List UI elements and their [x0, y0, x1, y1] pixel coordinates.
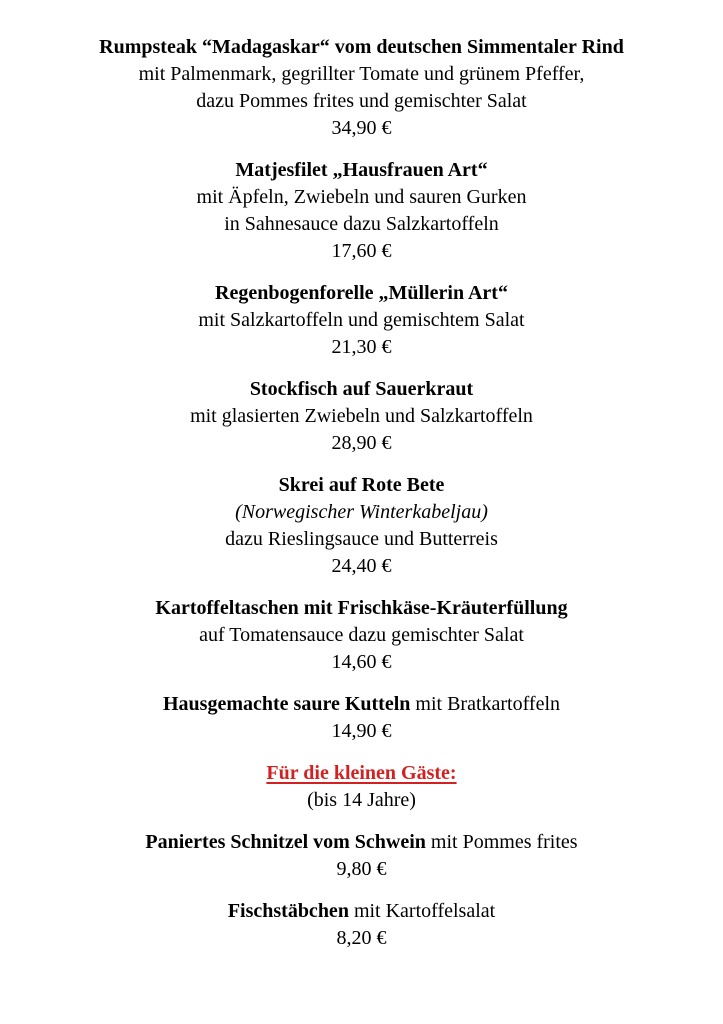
- item-title: Matjesfilet „Hausfrauen Art“: [235, 159, 488, 181]
- item-title-line: [30, 280, 693, 307]
- item-description: mit Palmenmark, gegrillter Tomate und grünem Pfeffer,: [138, 63, 585, 85]
- item-description: auf Tomatensauce dazu gemischter Salat: [199, 624, 524, 646]
- kids-section: [30, 760, 693, 814]
- item-price: 14,60 €: [331, 651, 392, 673]
- item-title-suffix: mit Bratkartoffeln: [415, 693, 560, 715]
- item-title-line: [30, 829, 693, 856]
- menu-item: [30, 595, 693, 676]
- item-title-line: [30, 595, 693, 622]
- item-price: 14,90 €: [331, 720, 392, 742]
- item-title-line: [30, 691, 693, 718]
- item-title: Stockfisch auf Sauerkraut: [249, 378, 474, 400]
- item-price: 24,40 €: [331, 555, 392, 577]
- item-title: Skrei auf Rote Bete: [278, 474, 445, 496]
- item-price: 17,60 €: [331, 240, 392, 262]
- item-title: Regenbogenforelle „Müllerin Art“: [215, 282, 508, 304]
- item-title: Fischstäbchen: [227, 900, 349, 922]
- item-title-line: [30, 472, 693, 499]
- item-subtitle-italic: (Norwegischer Winterkabeljau): [235, 501, 488, 523]
- item-description: dazu Pommes frites und gemischter Salat: [196, 90, 527, 112]
- menu-item: [30, 691, 693, 745]
- item-title-suffix: mit Pommes frites: [430, 831, 578, 853]
- menu-item: [30, 829, 693, 883]
- item-title-suffix: mit Kartoffelsalat: [353, 900, 496, 922]
- item-title: Kartoffeltaschen mit Frischkäse-Kräuterfüllung: [155, 597, 568, 619]
- item-description: mit glasierten Zwiebeln und Salzkartoffeln: [190, 405, 533, 427]
- item-price: 34,90 €: [331, 117, 392, 139]
- item-title: Rumpsteak “Madagaskar“ vom deutschen Simmentaler Rind: [99, 36, 624, 58]
- menu-item: [30, 280, 693, 361]
- menu-item: [30, 34, 693, 142]
- item-title-line: [30, 34, 693, 61]
- item-description: mit Salzkartoffeln und gemischtem Salat: [198, 309, 525, 331]
- kids-heading-line: [30, 760, 693, 787]
- menu-item: [30, 898, 693, 952]
- item-price: 28,90 €: [331, 432, 392, 454]
- menu-item: [30, 472, 693, 580]
- item-description: in Sahnesauce dazu Salzkartoffeln: [224, 213, 499, 235]
- item-title-line: [30, 898, 693, 925]
- item-description: dazu Rieslingsauce und Butterreis: [225, 528, 498, 550]
- item-price: 8,20 €: [336, 927, 387, 949]
- item-title-line: [30, 157, 693, 184]
- item-price: 9,80 €: [336, 858, 387, 880]
- item-title: Hausgemachte saure Kutteln: [163, 693, 411, 715]
- item-price: 21,30 €: [331, 336, 392, 358]
- kids-section-note: (bis 14 Jahre): [307, 789, 416, 811]
- menu-item: [30, 157, 693, 265]
- item-description: mit Äpfeln, Zwiebeln und sauren Gurken: [196, 186, 527, 208]
- kids-section-heading: Für die kleinen Gäste:: [266, 762, 457, 784]
- item-title: Paniertes Schnitzel vom Schwein: [145, 831, 426, 853]
- item-title-line: [30, 376, 693, 403]
- menu-item: [30, 376, 693, 457]
